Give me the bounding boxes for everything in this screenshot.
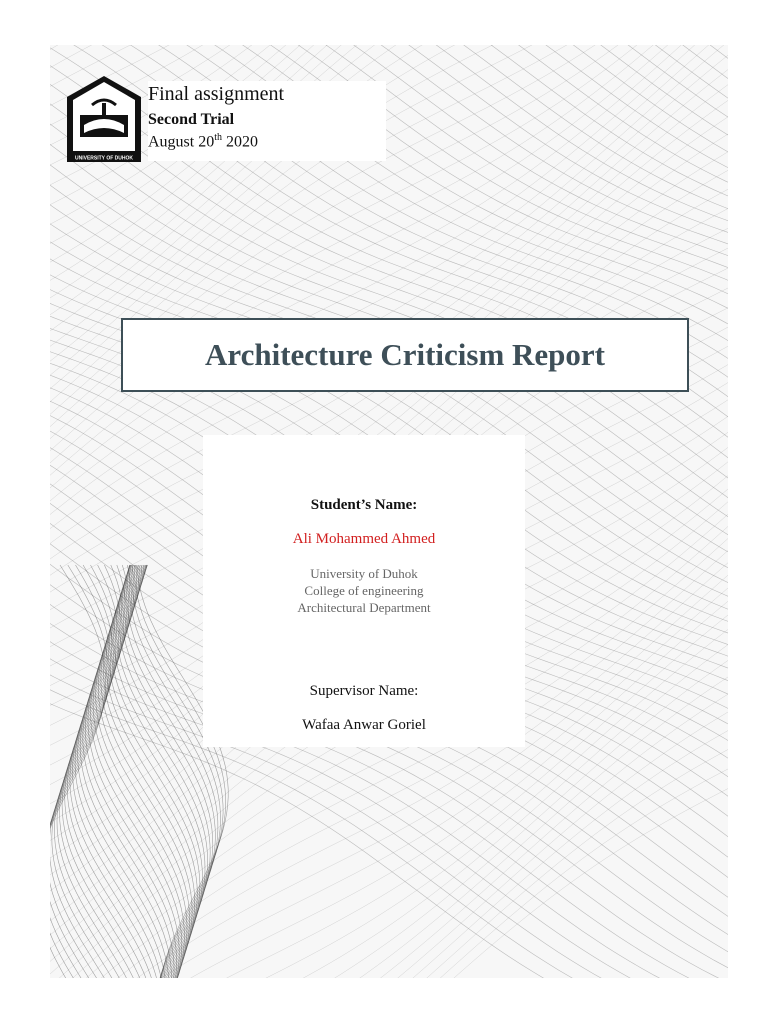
wave-line <box>50 784 728 978</box>
wave-line <box>50 45 728 86</box>
date-suffix: th <box>214 132 223 143</box>
supervisor-name: Wafaa Anwar Goriel <box>302 717 426 733</box>
cover-page <box>50 45 728 978</box>
assignment-date <box>148 132 258 151</box>
affiliation-line: College of engineering <box>304 583 424 598</box>
supervisor-name-label: Supervisor Name: <box>309 683 419 699</box>
wave-line <box>50 744 728 978</box>
affiliation-line: University of Duhok <box>310 566 418 581</box>
date-prefix: August 20 <box>148 133 215 151</box>
ribbon-line <box>50 565 118 978</box>
wave-line <box>50 45 728 80</box>
ribbon-line <box>98 565 189 978</box>
university-of-duhok-logo <box>66 75 142 163</box>
info-box <box>203 435 525 747</box>
student-name-label: Student’s Name: <box>310 497 418 513</box>
affiliation-line: Architectural Department <box>297 600 431 615</box>
wave-line <box>50 45 728 66</box>
assignment-subtitle: Second Trial <box>148 111 235 128</box>
affiliation <box>203 565 525 616</box>
assignment-title: Final assignment <box>148 83 285 105</box>
header-block <box>148 81 386 161</box>
ribbon-line <box>124 565 215 978</box>
date-year: 2020 <box>222 133 259 151</box>
student-name: Ali Mohammed Ahmed <box>292 531 436 547</box>
report-title: Architecture Criticism Report <box>205 337 605 372</box>
logo-text: UNIVERSITY OF DUHOK <box>75 155 133 162</box>
report-title-box <box>121 318 689 392</box>
wave-line <box>50 725 728 978</box>
